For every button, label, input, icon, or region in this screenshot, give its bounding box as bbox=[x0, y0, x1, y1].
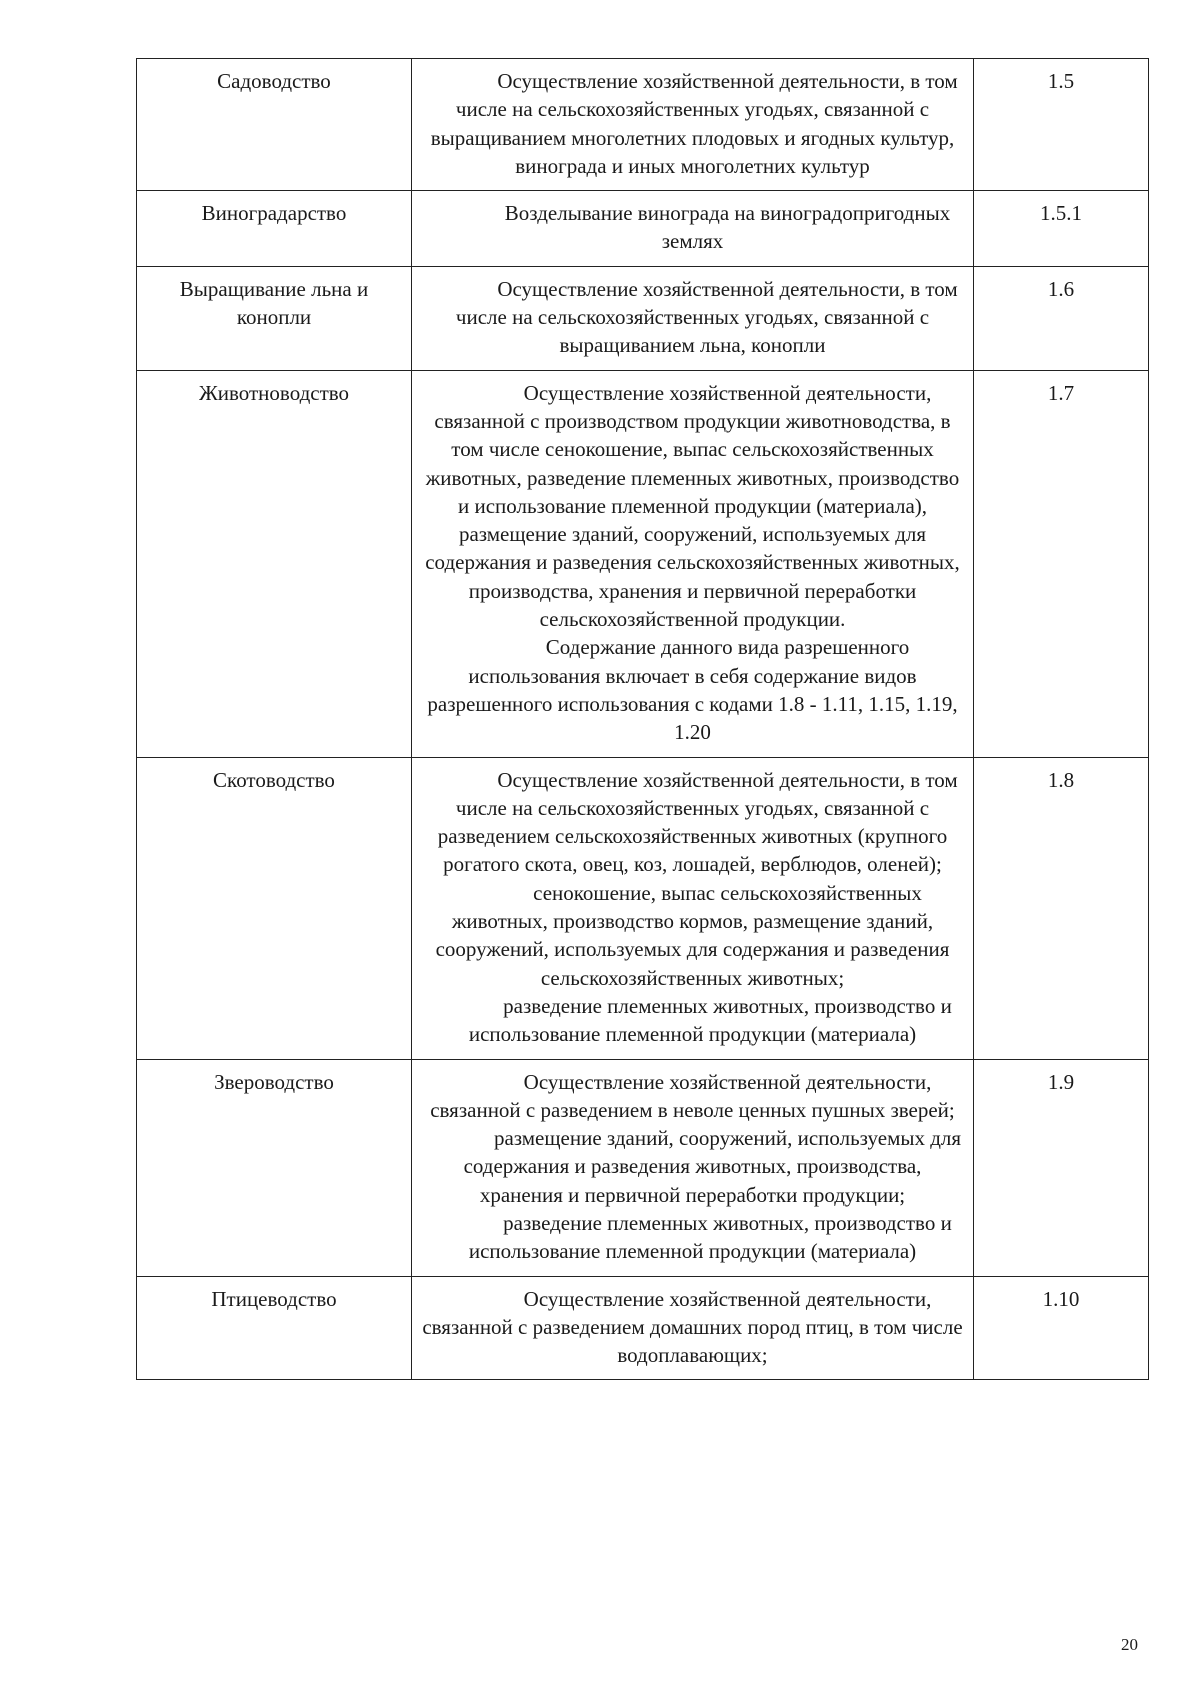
description-paragraph: Осуществление хозяйственной деятельности, связанной с разведением домашних пород птиц, в том числе водоплавающих; bbox=[422, 1286, 963, 1368]
land-use-code-cell: 1.5.1 bbox=[974, 191, 1149, 267]
table-row bbox=[137, 59, 1149, 191]
land-use-name-cell: Выращивание льна и конопли bbox=[137, 266, 412, 370]
land-use-description-cell bbox=[412, 59, 974, 191]
land-use-description-cell bbox=[412, 757, 974, 1059]
land-use-code-cell: 1.8 bbox=[974, 757, 1149, 1059]
land-use-name-cell: Звероводство bbox=[137, 1059, 412, 1276]
land-use-description-cell bbox=[412, 191, 974, 267]
land-use-code-cell: 1.5 bbox=[974, 59, 1149, 191]
land-use-name-cell: Виноградарство bbox=[137, 191, 412, 267]
table-body bbox=[137, 59, 1149, 1380]
page-number: 20 bbox=[1121, 1635, 1138, 1654]
description-paragraph: Осуществление хозяйственной деятельности, в том числе на сельскохозяйственных угодьях, связанной с разведением сельскохозяйственных животных (крупного рогатого скота, овец, коз, лошадей, верблюдов, оленей); bbox=[437, 767, 958, 877]
table-row bbox=[137, 370, 1149, 757]
land-use-code-cell: 1.10 bbox=[974, 1276, 1149, 1380]
land-use-description-cell bbox=[412, 266, 974, 370]
table-row bbox=[137, 1276, 1149, 1380]
land-use-description-cell bbox=[412, 1059, 974, 1276]
description-paragraph: Осуществление хозяйственной деятельности, связанной с производством продукции животноводства, в том числе сенокошение, выпас сельскохозяйственных животных, разведение племенных животных, производство и использование племенной продукции (материала), размещение зданий, сооружений, используемых для содержания и разведения сельскохозяйственных животных, производства, хранения и первичной переработки сельскохозяйственной продукции. bbox=[425, 380, 960, 632]
description-paragraph: Осуществление хозяйственной деятельности, в том числе на сельскохозяйственных угодьях, связанной с выращиванием льна, конопли bbox=[455, 276, 958, 358]
land-use-code-cell: 1.9 bbox=[974, 1059, 1149, 1276]
table-row bbox=[137, 266, 1149, 370]
land-use-description-cell bbox=[412, 1276, 974, 1380]
description-paragraph: Осуществление хозяйственной деятельности, связанной с разведением в неволе ценных пушных зверей; bbox=[430, 1069, 955, 1122]
land-use-description-cell bbox=[412, 370, 974, 757]
description-paragraph: Возделывание винограда на виноградопригодных землях bbox=[504, 201, 951, 254]
land-use-table bbox=[136, 58, 1149, 1380]
land-use-code-cell: 1.7 bbox=[974, 370, 1149, 757]
description-paragraph: размещение зданий, сооружений, используемых для содержания и разведения животных, производства, хранения и первичной переработки продукции; bbox=[463, 1126, 962, 1207]
land-use-code-cell: 1.6 bbox=[974, 266, 1149, 370]
table-row bbox=[137, 757, 1149, 1059]
table-row bbox=[137, 1059, 1149, 1276]
land-use-name-cell: Садоводство bbox=[137, 59, 412, 191]
table-row bbox=[137, 191, 1149, 267]
land-use-name-cell: Птицеводство bbox=[137, 1276, 412, 1380]
description-paragraph: сенокошение, выпас сельскохозяйственных животных, производство кормов, размещение зданий, сооружений, используемых для содержания и разведения сельскохозяйственных животных; bbox=[435, 880, 950, 990]
description-paragraph: Содержание данного вида разрешенного использования включает в себя содержание видов разрешенного использования с кодами 1.8 - 1.11, 1.15, 1.19, 1.20 bbox=[427, 635, 958, 745]
land-use-name-cell: Скотоводство bbox=[137, 757, 412, 1059]
description-paragraph: разведение племенных животных, производство и использование племенной продукции (материала) bbox=[468, 993, 952, 1047]
description-paragraph: Осуществление хозяйственной деятельности, в том числе на сельскохозяйственных угодьях, связанной с выращиванием многолетних плодовых и ягодных культур, винограда и иных многолетних культур bbox=[430, 69, 958, 178]
land-use-name-cell: Животноводство bbox=[137, 370, 412, 757]
description-paragraph: разведение племенных животных, производство и использование племенной продукции (материала) bbox=[468, 1210, 952, 1264]
